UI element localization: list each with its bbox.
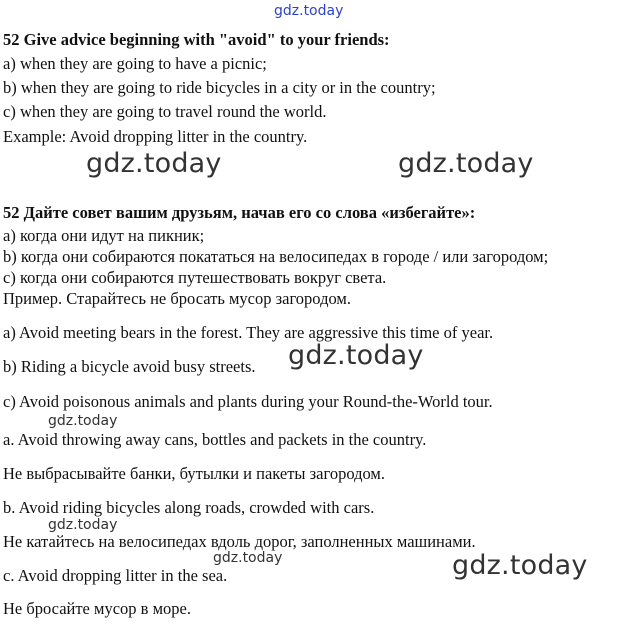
answer-2a-ru: Не выбрасывайте банки, бутылки и пакеты загородом. [3,464,385,483]
watermark-top: gdz.today [274,3,344,19]
watermark-small-1: gdz.today [48,413,118,429]
watermark-right: gdz.today [398,148,534,179]
answer-c: c) Avoid poisonous animals and plants during your Round-the-World tour. [3,392,493,411]
task-heading-russian: 52 Дайте совет вашим друзьям, начав его со слова «избегайте»: [3,203,476,222]
watermark-middle: gdz.today [288,340,424,371]
answer-2b-en: b. Avoid riding bicycles along roads, crowded with cars. [3,498,375,517]
answer-2c-ru: Не бросайте мусор в море. [3,599,191,618]
answer-2b-ru: Не катайтесь на велосипедах вдоль дорог, заполненных машинами. [3,532,476,551]
task-heading-english: 52 Give advice beginning with "avoid" to your friends: [3,30,390,49]
task-item-c: c) when they are going to travel round the world. [3,102,327,121]
answer-a: a) Avoid meeting bears in the forest. They are aggressive this time of year. [3,323,494,342]
answer-2a-en: a. Avoid throwing away cans, bottles and packets in the country. [3,430,427,449]
watermark-left: gdz.today [86,148,222,179]
task-item-b-ru: b) когда они собираются покататься на велосипедах в городе / или загородом; [3,247,549,266]
task-example: Example: Avoid dropping litter in the country. [3,127,308,146]
task-item-a: a) when they are going to have a picnic; [3,54,267,73]
task-item-c-ru: c) когда они собираются путешествовать вокруг света. [3,268,387,287]
answer-b: b) Riding a bicycle avoid busy streets. [3,357,256,376]
watermark-bottom: gdz.today [452,550,588,581]
watermark-small-2: gdz.today [48,517,118,533]
task-item-b: b) when they are going to ride bicycles in a city or in the country; [3,78,436,97]
answer-2c-en: c. Avoid dropping litter in the sea. [3,566,228,585]
task-item-a-ru: а) когда они идут на пикник; [3,226,205,245]
task-example-ru: Пример. Старайтесь не бросать мусор загородом. [3,289,351,308]
watermark-small-3: gdz.today [213,550,283,566]
